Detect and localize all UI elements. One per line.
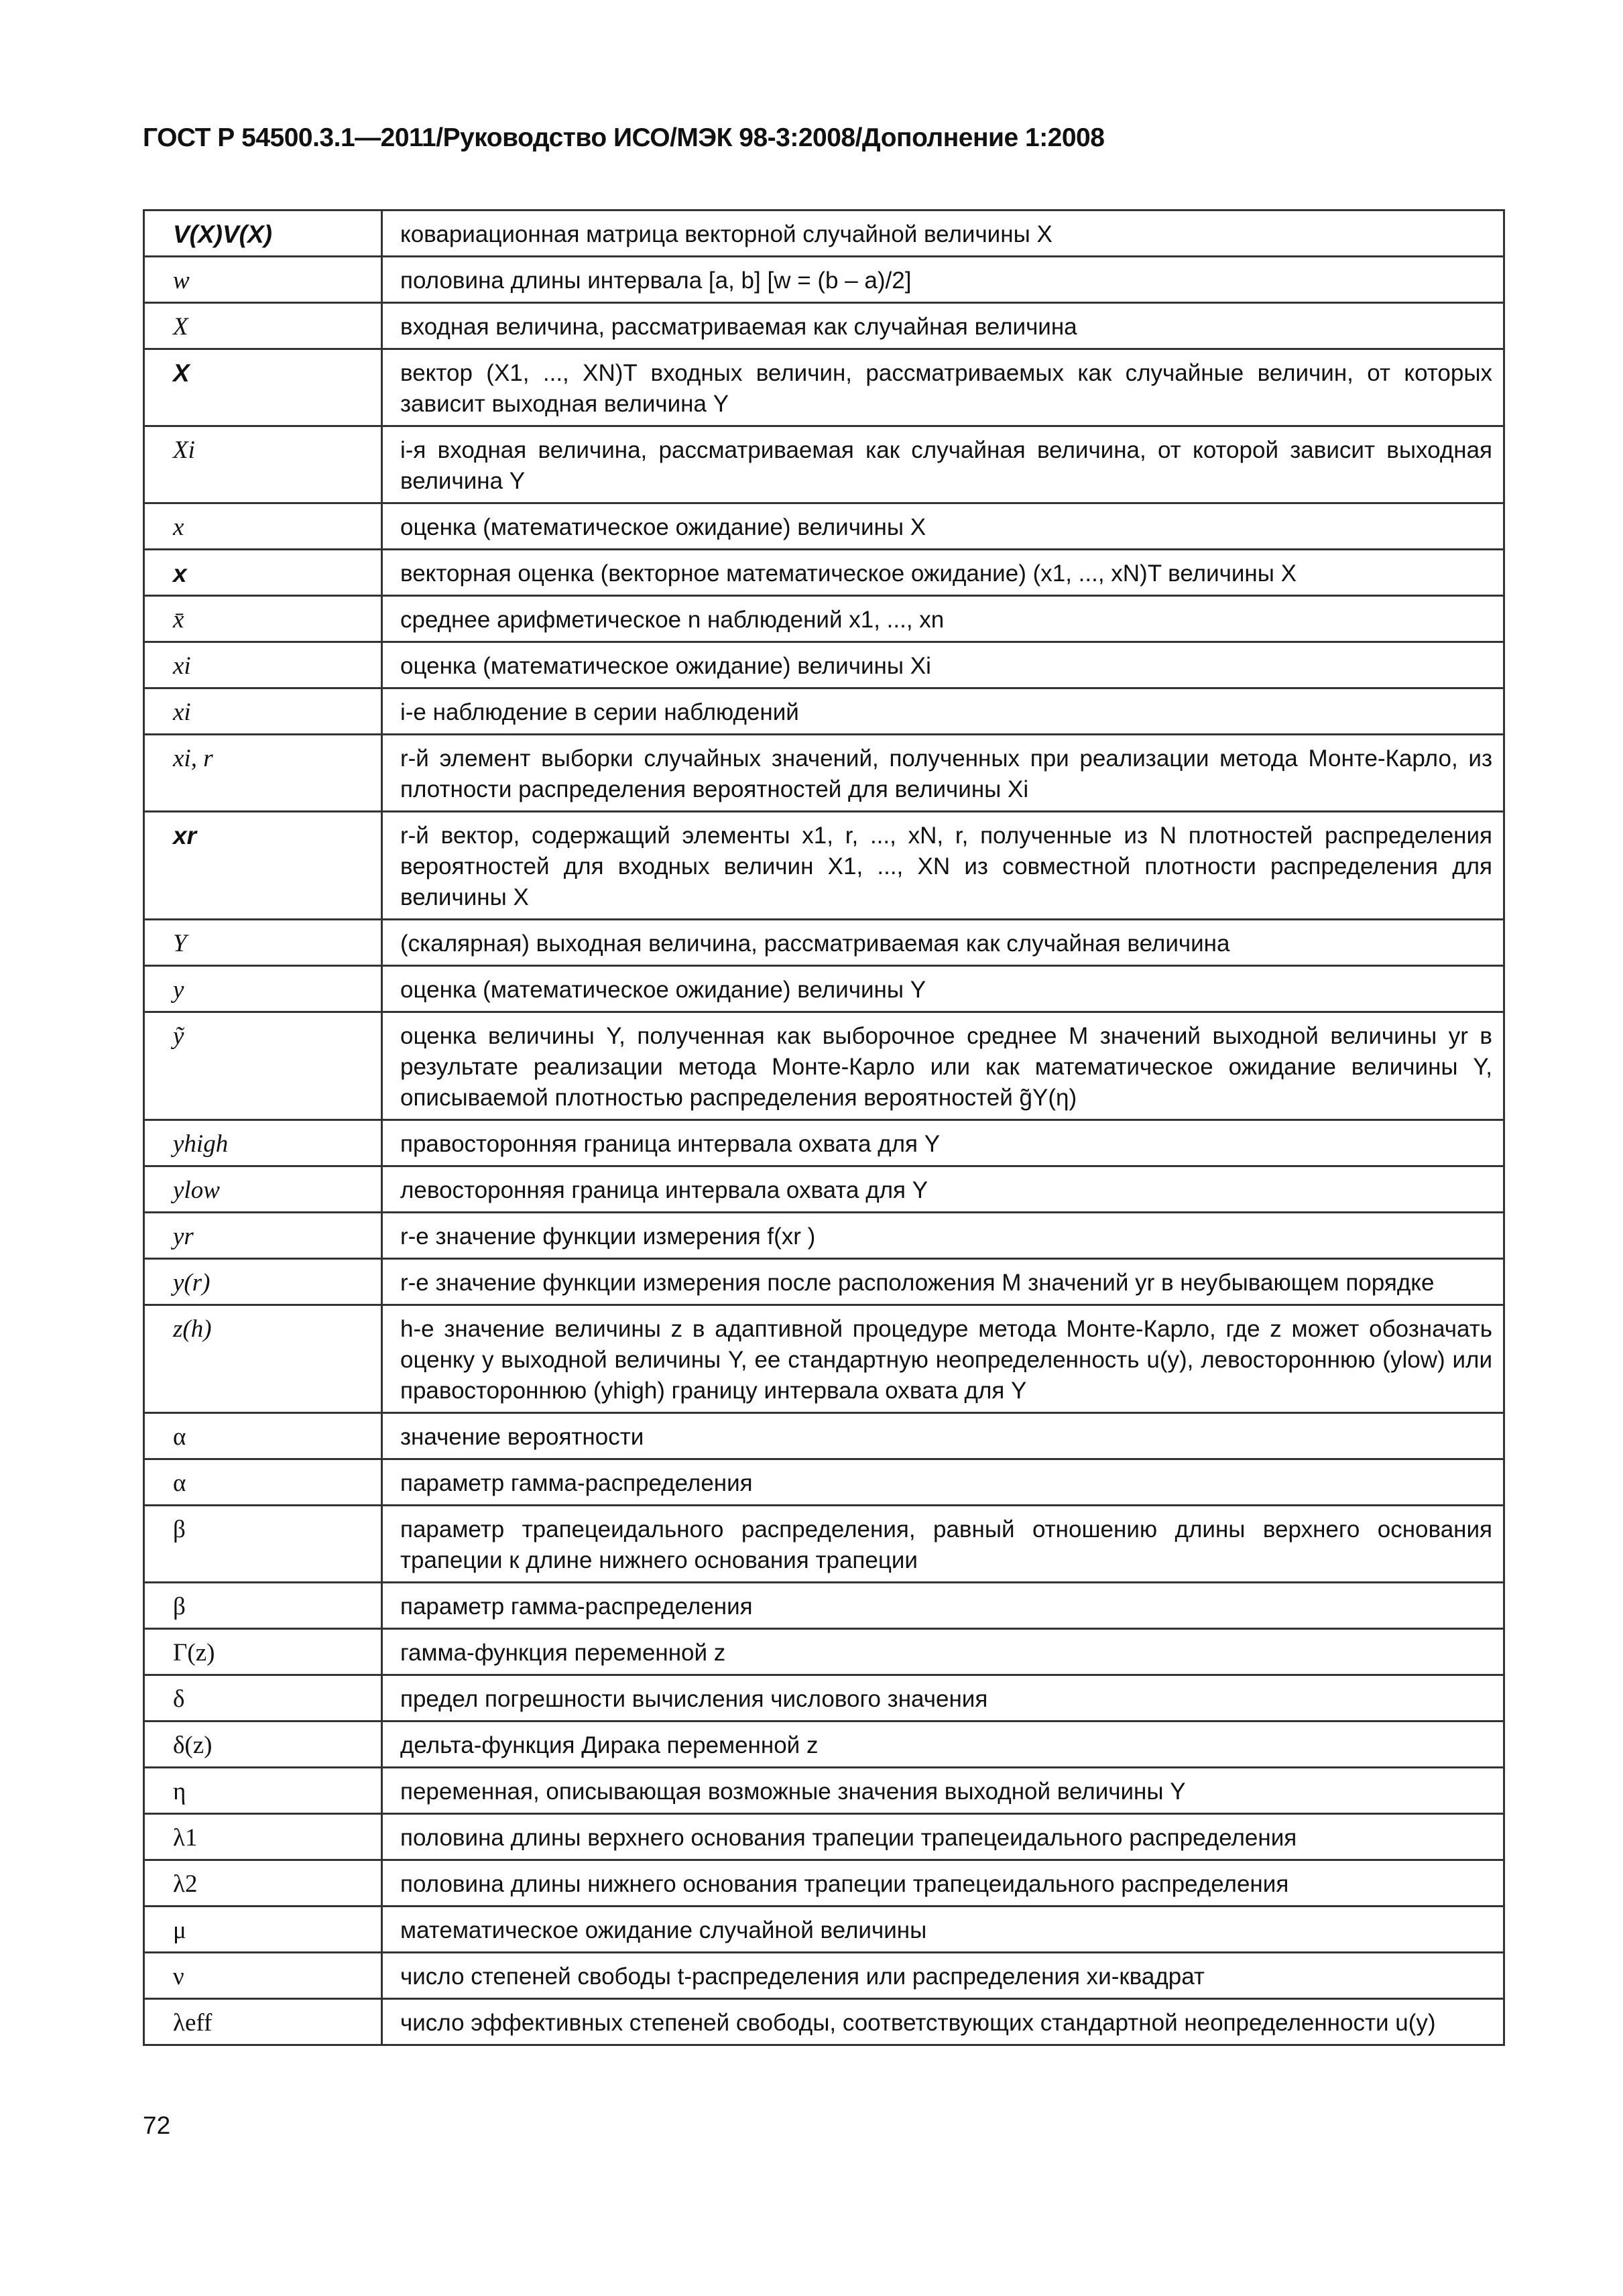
description-cell: r-й вектор, содержащий элементы x1, r, ..., xN, r, полученные из N плотностей распределения вероятностей для входных величин X1, ..., XN из совместной плотности распределения для величины X (382, 812, 1504, 920)
table-row (144, 642, 1504, 688)
table-row (144, 1860, 1504, 1907)
symbol-cell: λ2 (144, 1860, 382, 1907)
symbols-table (143, 209, 1505, 2046)
symbol-cell: yhigh (144, 1120, 382, 1166)
description-cell: значение вероятности (382, 1413, 1504, 1459)
symbol-cell: ỹ (144, 1012, 382, 1120)
table-row (144, 966, 1504, 1012)
description-cell: половина длины верхнего основания трапеции трапецеидального распределения (382, 1814, 1504, 1860)
description-cell: половина длины нижнего основания трапеции трапецеидального распределения (382, 1860, 1504, 1907)
table-row (144, 1721, 1504, 1768)
description-cell: параметр гамма-распределения (382, 1583, 1504, 1629)
table-row (144, 1259, 1504, 1305)
table-row (144, 1675, 1504, 1721)
table-row (144, 1907, 1504, 1953)
symbol-cell: α (144, 1459, 382, 1506)
description-cell: оценка (математическое ожидание) величины X (382, 503, 1504, 550)
description-cell: входная величина, рассматриваемая как случайная величина (382, 303, 1504, 349)
symbol-cell: λ1 (144, 1814, 382, 1860)
description-cell: r-й элемент выборки случайных значений, полученных при реализации метода Монте-Карло, из плотности распределения вероятностей для величины Xi (382, 735, 1504, 812)
description-cell: h-е значение величины z в адаптивной процедуре метода Монте-Карло, где z может обозначать оценку y выходной величины Y, ее стандартную неопределенность u(y), левостороннюю (ylow) или правостороннюю (yhigh) границу интервала охвата для Y (382, 1305, 1504, 1413)
table-row (144, 1305, 1504, 1413)
table-row (144, 1999, 1504, 2045)
table-row (144, 349, 1504, 426)
table-row (144, 503, 1504, 550)
description-cell: число степеней свободы t-распределения или распределения хи-квадрат (382, 1953, 1504, 1999)
table-row (144, 688, 1504, 735)
description-cell: r-е значение функции измерения после расположения M значений yr в неубывающем порядке (382, 1259, 1504, 1305)
table-row (144, 257, 1504, 303)
symbol-cell: β (144, 1506, 382, 1583)
description-cell: оценка (математическое ожидание) величины Y (382, 966, 1504, 1012)
symbol-cell: w (144, 257, 382, 303)
table-row (144, 1413, 1504, 1459)
symbol-cell: δ(z) (144, 1721, 382, 1768)
table-row (144, 1583, 1504, 1629)
symbol-cell: xi, r (144, 735, 382, 812)
symbol-cell: δ (144, 1675, 382, 1721)
description-cell: число эффективных степеней свободы, соответствующих стандартной неопределенности u(y) (382, 1999, 1504, 2045)
symbol-cell: X (144, 303, 382, 349)
symbol-cell: y (144, 966, 382, 1012)
symbol-cell: X (144, 349, 382, 426)
symbol-cell: xr (144, 812, 382, 920)
symbol-cell: β (144, 1583, 382, 1629)
table-row (144, 1213, 1504, 1259)
description-cell: среднее арифметическое n наблюдений x1, ..., xn (382, 596, 1504, 642)
description-cell: (скалярная) выходная величина, рассматриваемая как случайная величина (382, 920, 1504, 966)
page-header: ГОСТ Р 54500.3.1—2011/Руководство ИСО/МЭК 98-3:2008/Дополнение 1:2008 (143, 123, 1105, 152)
symbol-cell: Γ(z) (144, 1629, 382, 1675)
symbol-cell: z(h) (144, 1305, 382, 1413)
description-cell: предел погрешности вычисления числового значения (382, 1675, 1504, 1721)
table-row (144, 426, 1504, 503)
table-row (144, 1768, 1504, 1814)
symbol-cell: yr (144, 1213, 382, 1259)
symbol-cell: μ (144, 1907, 382, 1953)
description-cell: левосторонняя граница интервала охвата для Y (382, 1166, 1504, 1213)
symbol-cell: x (144, 550, 382, 596)
table-row (144, 735, 1504, 812)
symbol-cell: η (144, 1768, 382, 1814)
symbol-cell: x̄ (144, 596, 382, 642)
description-cell: переменная, описывающая возможные значения выходной величины Y (382, 1768, 1504, 1814)
table-row (144, 303, 1504, 349)
description-cell: оценка величины Y, полученная как выборочное среднее M значений выходной величины yr в результате реализации метода Монте-Карло или как математическое ожидание величины Y, описываемой плотностью распределения вероятностей g̃Y(η) (382, 1012, 1504, 1120)
symbol-cell: Xi (144, 426, 382, 503)
description-cell: векторная оценка (векторное математическое ожидание) (x1, ..., xN)T величины X (382, 550, 1504, 596)
symbol-cell: Y (144, 920, 382, 966)
description-cell: r-е значение функции измерения f(xr ) (382, 1213, 1504, 1259)
description-cell: i-я входная величина, рассматриваемая как случайная величина, от которой зависит выходная величина Y (382, 426, 1504, 503)
table-row (144, 1120, 1504, 1166)
symbol-cell: ylow (144, 1166, 382, 1213)
description-cell: правосторонняя граница интервала охвата для Y (382, 1120, 1504, 1166)
description-cell: оценка (математическое ожидание) величины Xi (382, 642, 1504, 688)
symbol-cell: V(X)V(X) (144, 210, 382, 257)
symbol-cell: xi (144, 642, 382, 688)
table-row (144, 1012, 1504, 1120)
symbol-cell: xi (144, 688, 382, 735)
table-row (144, 1459, 1504, 1506)
description-cell: ковариационная матрица векторной случайной величины X (382, 210, 1504, 257)
symbol-cell: λeff (144, 1999, 382, 2045)
description-cell: параметр гамма-распределения (382, 1459, 1504, 1506)
description-cell: математическое ожидание случайной величины (382, 1907, 1504, 1953)
table-row (144, 550, 1504, 596)
page-number: 72 (143, 2112, 171, 2139)
table-row (144, 1814, 1504, 1860)
symbol-cell: y(r) (144, 1259, 382, 1305)
description-cell: половина длины интервала [a, b] [w = (b – a)/2] (382, 257, 1504, 303)
description-cell: дельта-функция Дирака переменной z (382, 1721, 1504, 1768)
symbol-cell: x (144, 503, 382, 550)
table-row (144, 1166, 1504, 1213)
description-cell: вектор (X1, ..., XN)T входных величин, рассматриваемых как случайные величин, от которых зависит выходная величина Y (382, 349, 1504, 426)
table-row (144, 1953, 1504, 1999)
symbol-cell: ν (144, 1953, 382, 1999)
description-cell: гамма-функция переменной z (382, 1629, 1504, 1675)
table-row (144, 1629, 1504, 1675)
table-row (144, 1506, 1504, 1583)
description-cell: параметр трапецеидального распределения, равный отношению длины верхнего основания трапеции к длине нижнего основания трапеции (382, 1506, 1504, 1583)
table-row (144, 920, 1504, 966)
description-cell: i-е наблюдение в серии наблюдений (382, 688, 1504, 735)
symbol-cell: α (144, 1413, 382, 1459)
table-row (144, 812, 1504, 920)
table-row (144, 210, 1504, 257)
table-row (144, 596, 1504, 642)
